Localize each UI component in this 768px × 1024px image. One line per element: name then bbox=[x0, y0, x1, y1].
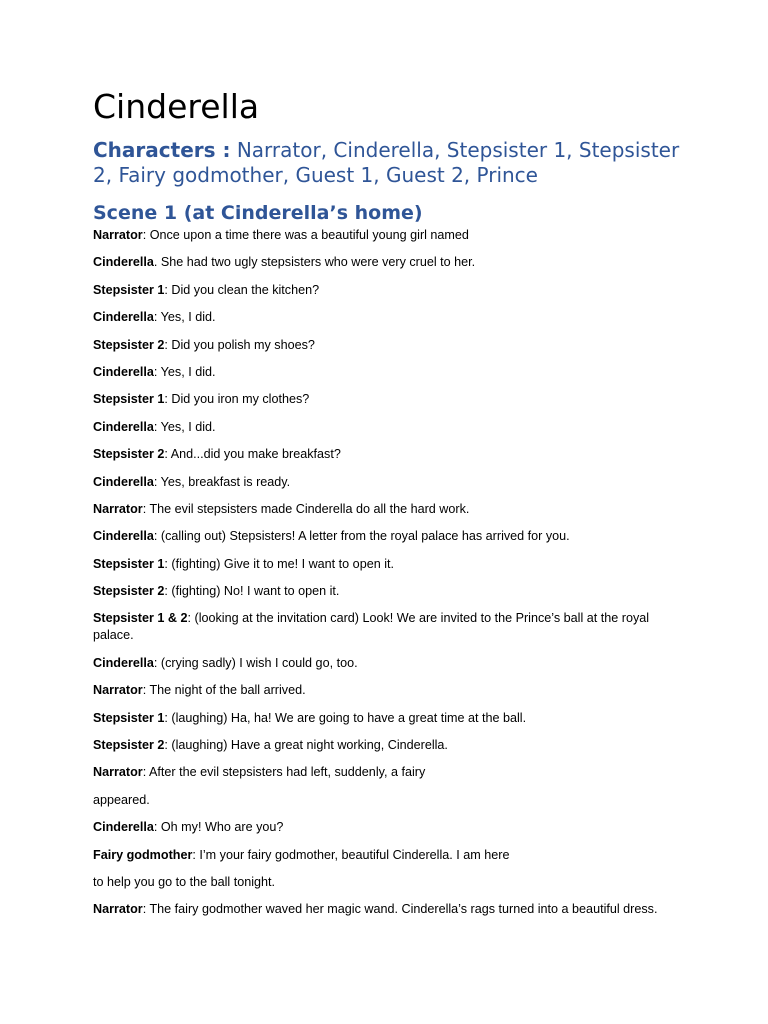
speaker-name: Stepsister 1 bbox=[93, 392, 165, 407]
script-line bbox=[93, 528, 693, 545]
script-line bbox=[93, 364, 693, 381]
speaker-name: Cinderella bbox=[93, 364, 154, 379]
script-line bbox=[93, 282, 693, 299]
speaker-name: Narrator bbox=[93, 501, 143, 516]
speaker-name: Stepsister 1 bbox=[93, 282, 165, 297]
script-line bbox=[93, 474, 693, 491]
line-text: : Did you iron my clothes? bbox=[164, 392, 310, 407]
line-text: : (looking at the invitation card) Look! We are invited to the Prince’s ball at the royal palace. bbox=[93, 611, 650, 643]
script-line bbox=[93, 254, 693, 271]
line-text: appeared. bbox=[93, 792, 150, 807]
script-line bbox=[93, 710, 693, 727]
scene-heading: Scene 1 (at Cinderella’s home) bbox=[93, 202, 423, 224]
speaker-name: Fairy godmother bbox=[93, 847, 193, 862]
script-line bbox=[93, 792, 693, 809]
script-line bbox=[93, 874, 693, 891]
speaker-name: Stepsister 1 & 2 bbox=[93, 611, 188, 626]
script-line bbox=[93, 819, 693, 836]
line-text: : Did you polish my shoes? bbox=[164, 337, 315, 352]
line-text: : (laughing) Have a great night working, Cinderella. bbox=[164, 738, 448, 753]
line-text: . She had two ugly stepsisters who were very cruel to her. bbox=[153, 255, 476, 270]
speaker-name: Cinderella bbox=[93, 820, 154, 835]
script-line bbox=[93, 391, 693, 408]
script-lines bbox=[93, 227, 693, 918]
script-line bbox=[93, 227, 693, 244]
script-line bbox=[93, 901, 693, 918]
script-line bbox=[93, 309, 693, 326]
line-text: : (fighting) No! I want to open it. bbox=[164, 584, 340, 599]
speaker-name: Narrator bbox=[93, 902, 143, 917]
characters-label: Characters : bbox=[93, 138, 231, 162]
characters-list: Narrator, Cinderella, Stepsister 1, Stepsister 2, Fairy godmother, Guest 1, Guest 2, Prince bbox=[93, 138, 680, 187]
speaker-name: Narrator bbox=[93, 228, 143, 242]
speaker-name: Stepsister 2 bbox=[93, 337, 165, 352]
line-text: : Oh my! Who are you? bbox=[153, 820, 284, 835]
line-text: : Did you clean the kitchen? bbox=[164, 282, 320, 297]
line-text: : The evil stepsisters made Cinderella do all the hard work. bbox=[142, 501, 470, 516]
line-text: to help you go to the ball tonight. bbox=[93, 874, 276, 889]
line-text: : Yes, I did. bbox=[153, 419, 216, 434]
line-text: : Yes, breakfast is ready. bbox=[153, 474, 291, 489]
script-line bbox=[93, 419, 693, 436]
speaker-name: Cinderella bbox=[93, 310, 154, 325]
line-text: : The fairy godmother waved her magic wand. Cinderella’s rags turned into a beautiful dress. bbox=[142, 902, 658, 917]
line-text: : The night of the ball arrived. bbox=[142, 683, 306, 698]
line-text: : (calling out) Stepsisters! A letter from the royal palace has arrived for you. bbox=[153, 529, 570, 544]
speaker-name: Narrator bbox=[93, 765, 143, 780]
script-line bbox=[93, 737, 693, 754]
script-line bbox=[93, 556, 693, 573]
speaker-name: Cinderella bbox=[93, 474, 154, 489]
script-line bbox=[93, 847, 693, 864]
script-line bbox=[93, 610, 693, 644]
line-text: : Yes, I did. bbox=[153, 310, 216, 325]
line-text: : (laughing) Ha, ha! We are going to have a great time at the ball. bbox=[164, 710, 527, 725]
speaker-name: Cinderella bbox=[93, 655, 154, 670]
document-page bbox=[93, 86, 693, 929]
speaker-name: Cinderella bbox=[93, 255, 154, 270]
script-line bbox=[93, 337, 693, 354]
speaker-name: Stepsister 1 bbox=[93, 556, 165, 571]
line-text: : And...did you make breakfast? bbox=[164, 447, 341, 462]
characters-heading bbox=[93, 138, 693, 188]
speaker-name: Stepsister 2 bbox=[93, 584, 165, 599]
line-text: : Once upon a time there was a beautiful young girl named bbox=[142, 228, 469, 242]
line-text: : Yes, I did. bbox=[153, 364, 216, 379]
line-text: : (fighting) Give it to me! I want to open it. bbox=[164, 556, 394, 571]
script-line bbox=[93, 682, 693, 699]
line-text: : (crying sadly) I wish I could go, too. bbox=[153, 655, 358, 670]
script-line bbox=[93, 764, 693, 781]
speaker-name: Stepsister 2 bbox=[93, 738, 165, 753]
line-text: : After the evil stepsisters had left, suddenly, a fairy bbox=[142, 765, 426, 780]
script-line bbox=[93, 655, 693, 672]
line-text: : I’m your fairy godmother, beautiful Cinderella. I am here bbox=[192, 847, 510, 862]
speaker-name: Narrator bbox=[93, 683, 143, 698]
script-line bbox=[93, 501, 693, 518]
speaker-name: Cinderella bbox=[93, 419, 154, 434]
speaker-name: Stepsister 1 bbox=[93, 710, 165, 725]
script-line bbox=[93, 446, 693, 463]
document-title: Cinderella bbox=[93, 87, 260, 126]
speaker-name: Cinderella bbox=[93, 529, 154, 544]
script-line bbox=[93, 583, 693, 600]
speaker-name: Stepsister 2 bbox=[93, 447, 165, 462]
